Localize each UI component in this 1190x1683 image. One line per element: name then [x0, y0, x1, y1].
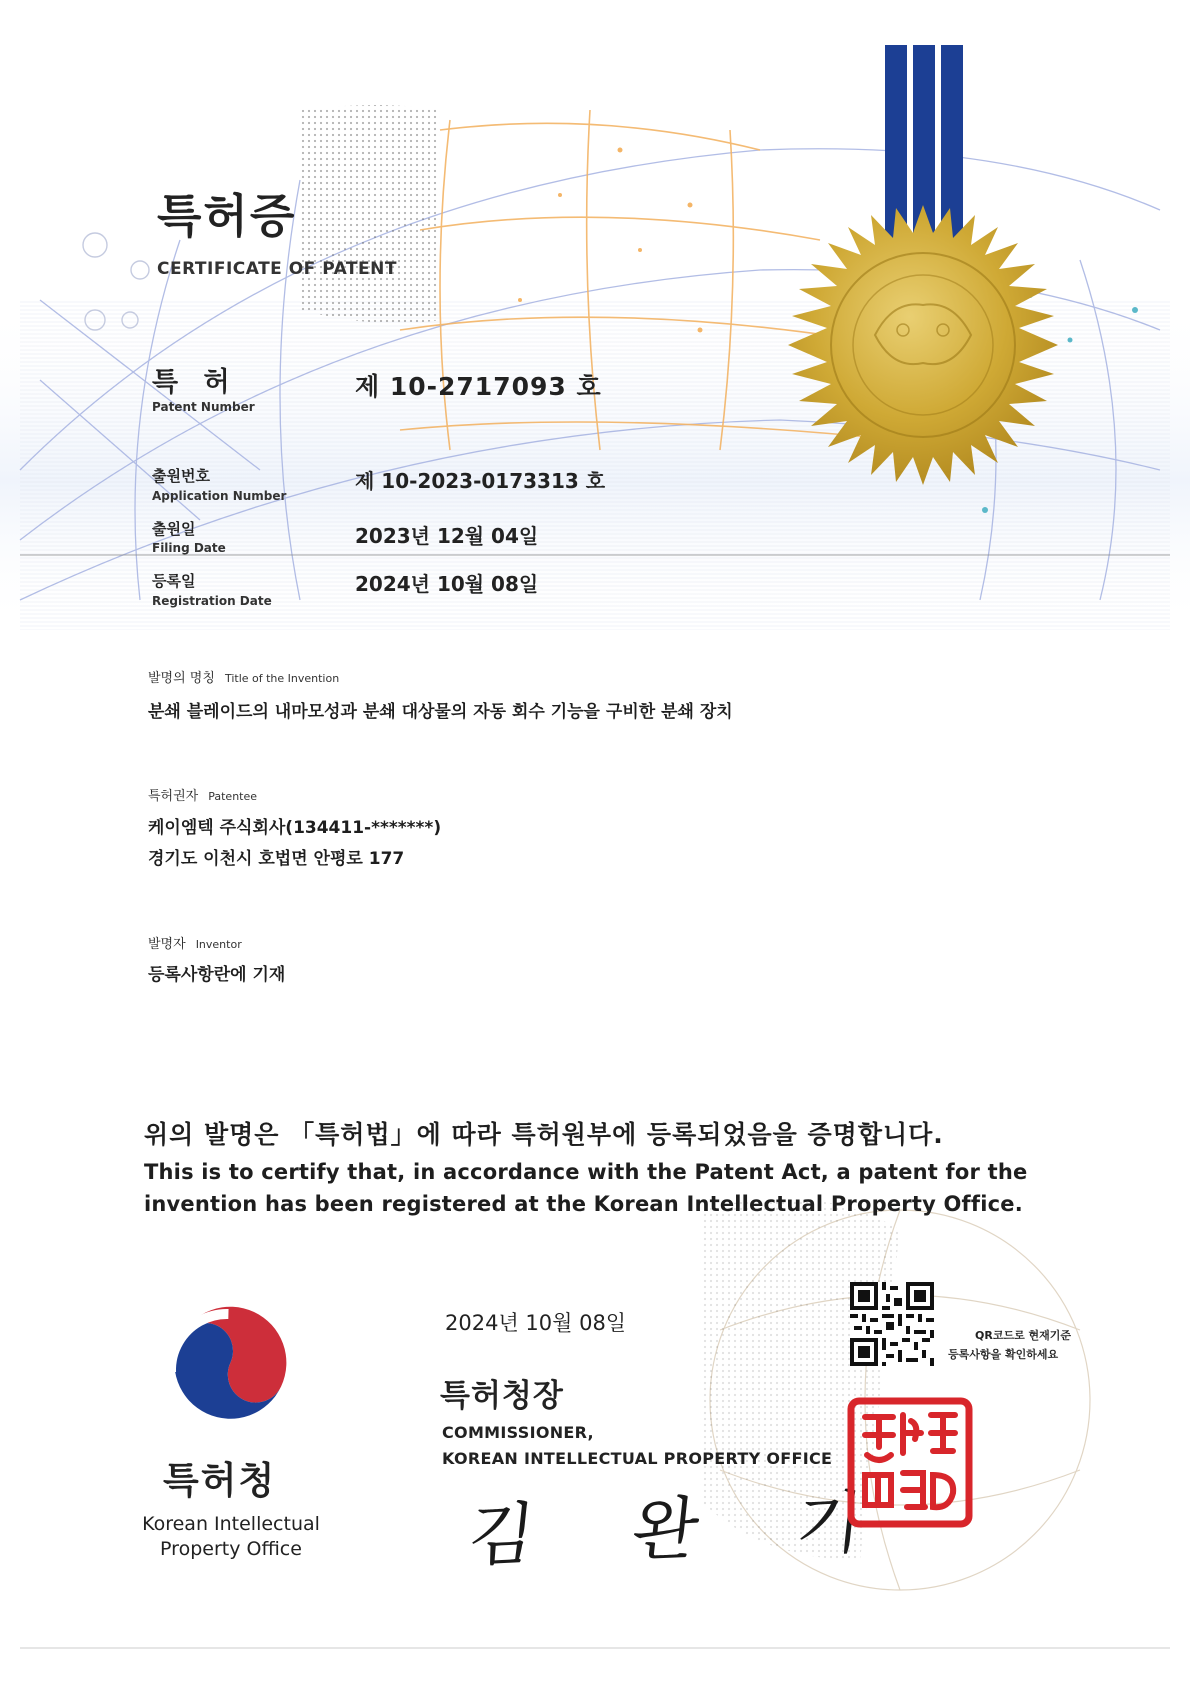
- kipo-name-en-line1: Korean Intellectual: [142, 1513, 320, 1535]
- certificate-title-en: CERTIFICATE OF PATENT: [157, 259, 397, 279]
- patent-number-value: 제 10-2717093 호: [355, 372, 602, 401]
- kipo-logo-icon: [157, 1300, 297, 1440]
- qr-note-line1: QR코드로 현재기준: [975, 1329, 1072, 1342]
- patent-number-label-ko: 특 허: [152, 367, 238, 398]
- issue-date: 2024년 10월 08일: [445, 1311, 627, 1335]
- invention-label-en: Title of the Invention: [224, 672, 340, 685]
- patentee-address: 경기도 이천시 호법면 안평로 177: [148, 849, 405, 869]
- certification-text-ko: 위의 발명은 「특허법」에 따라 특허원부에 등록되었음을 증명합니다.: [144, 1120, 944, 1149]
- application-number-label-ko: 출원번호: [152, 467, 210, 485]
- kipo-name-ko: 특허청: [163, 1459, 277, 1502]
- application-number-label-en: Application Number: [152, 489, 287, 503]
- filing-date-label-ko: 출원일: [152, 520, 196, 538]
- patent-number-label-en: Patent Number: [152, 400, 255, 414]
- inventor-label: [148, 933, 242, 952]
- commissioner-title-en-line1: COMMISSIONER,: [442, 1423, 594, 1442]
- application-number-value: 제 10-2023-0173313 호: [355, 469, 606, 493]
- kipo-name-en-line2: Property Office: [160, 1538, 302, 1560]
- qr-note-line2: 등록사항을 확인하세요: [948, 1348, 1059, 1361]
- patentee-label: [148, 785, 257, 804]
- registration-date-value: 2024년 10월 08일: [355, 572, 539, 596]
- invention-title: 분쇄 블레이드의 내마모성과 분쇄 대상물의 자동 회수 기능을 구비한 분쇄 장치: [148, 702, 733, 722]
- patentee-label-en: Patentee: [208, 790, 258, 803]
- official-red-seal: [845, 1395, 975, 1530]
- invention-label-ko: 발명의 명칭: [148, 671, 215, 686]
- qr-code-icon[interactable]: [850, 1282, 934, 1366]
- registration-date-label-ko: 등록일: [152, 572, 196, 590]
- certificate-title-ko: 특허증: [157, 189, 297, 243]
- certification-text-en-line1: This is to certify that, in accordance with the Patent Act, a patent for the: [144, 1160, 1028, 1184]
- certification-text-en-line2: invention has been registered at the Korean Intellectual Property Office.: [144, 1192, 1023, 1216]
- inventor-value: 등록사항란에 기재: [148, 965, 286, 985]
- inventor-label-en: Inventor: [195, 938, 242, 951]
- inventor-label-ko: 발명자: [148, 937, 186, 952]
- commissioner-title-en-line2: KOREAN INTELLECTUAL PROPERTY OFFICE: [442, 1449, 833, 1468]
- registration-date-label-en: Registration Date: [152, 594, 272, 608]
- patentee-label-ko: 특허권자: [148, 789, 199, 804]
- filing-date-value: 2023년 12월 04일: [355, 524, 539, 548]
- filing-date-label-en: Filing Date: [152, 541, 226, 555]
- commissioner-signature: 김 완 기: [464, 1482, 905, 1577]
- commissioner-title-ko: 특허청장: [440, 1378, 564, 1414]
- patentee-name: 케이엠텍 주식회사(134411-*******): [148, 818, 442, 838]
- invention-label: [148, 667, 339, 686]
